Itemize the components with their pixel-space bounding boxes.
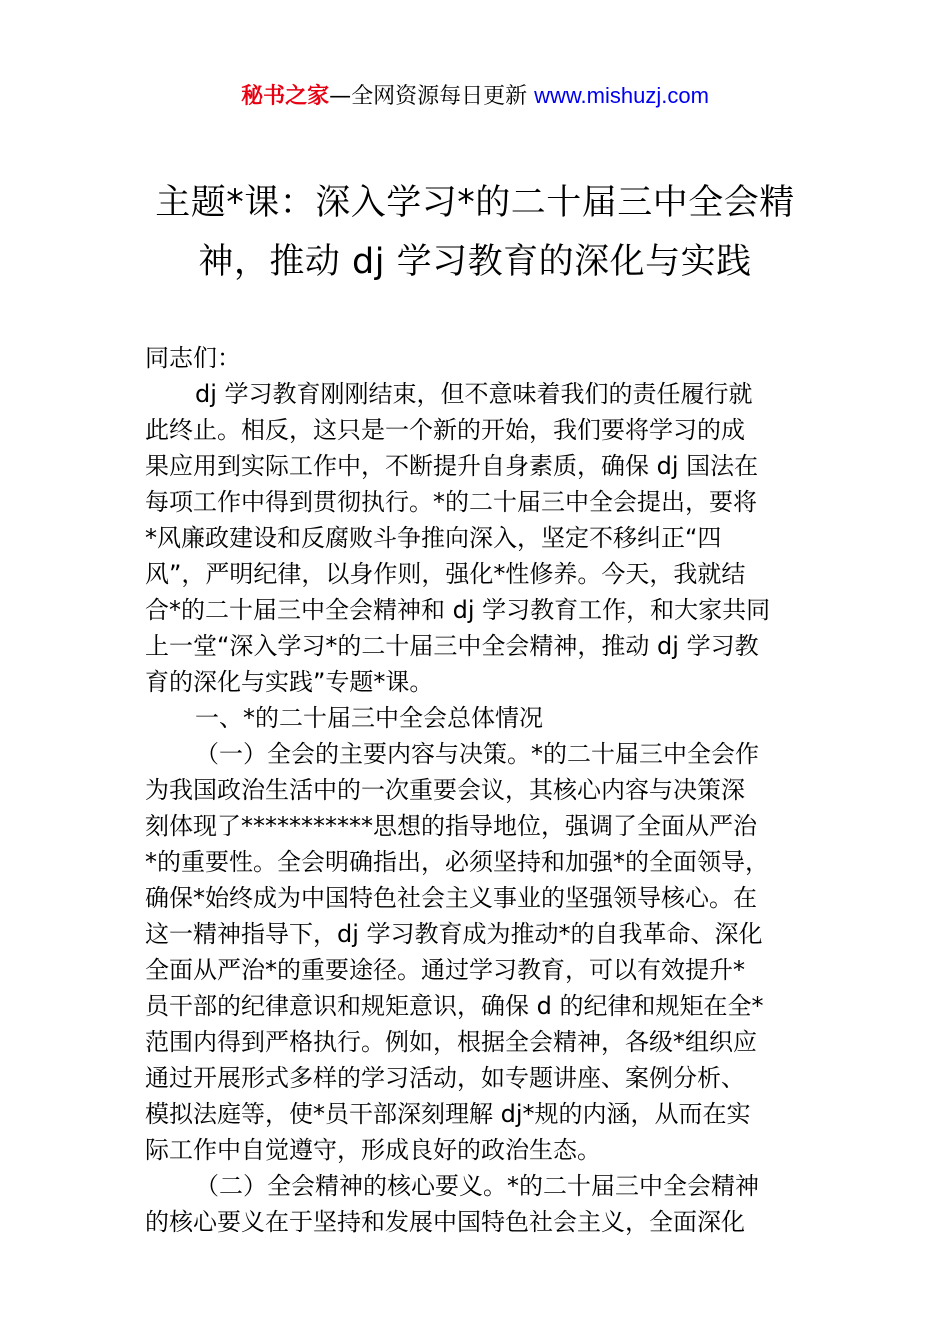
- paragraph-line: 果应用到实际工作中，不断提升自身素质，确保 dj 国法在: [145, 452, 759, 480]
- section-heading: 一、*的二十届三中全会总体情况: [195, 704, 543, 732]
- paragraph-line: 通过开展形式多样的学习活动，如专题讲座、案例分析、: [145, 1064, 745, 1092]
- title-line-2: 神，推动 dj 学习教育的深化与实践: [198, 242, 752, 282]
- paragraph-line: 范围内得到严格执行。例如，根据全会精神，各级*组织应: [145, 1028, 757, 1056]
- slogan: —全网资源每日更新: [329, 84, 528, 109]
- site-header: [0, 80, 950, 113]
- paragraph-line: 此终止。相反，这只是一个新的开始，我们要将学习的成: [145, 416, 745, 444]
- document-title: [120, 174, 830, 292]
- paragraph-line: 际工作中自觉遵守，形成良好的政治生态。: [145, 1136, 601, 1164]
- paragraph-line: 每项工作中得到贯彻执行。*的二十届三中全会提出，要将: [145, 488, 757, 516]
- paragraph-line: （二）全会精神的核心要义。*的二十届三中全会精神: [195, 1172, 759, 1200]
- paragraph-line: 上一堂“深入学习*的二十届三中全会精神，推动 dj 学习教: [145, 632, 759, 660]
- document-body: [145, 340, 825, 1240]
- site-url[interactable]: www.mishuzj.com: [534, 83, 709, 108]
- paragraph-line: 员干部的纪律意识和规矩意识，确保 d 的纪律和规矩在全*: [145, 992, 764, 1020]
- salutation: 同志们：: [145, 344, 241, 372]
- paragraph-line: 这一精神指导下，dj 学习教育成为推动*的自我革命、深化: [145, 920, 763, 948]
- paragraph-line: 模拟法庭等，使*员干部深刻理解 dj*规的内涵，从而在实: [145, 1100, 751, 1128]
- paragraph-line: 确保*始终成为中国特色社会主义事业的坚强领导核心。在: [145, 884, 757, 912]
- paragraph-line: 刻体现了***********思想的指导地位，强调了全面从严治: [145, 812, 757, 840]
- paragraph-line: 的核心要义在于坚持和发展中国特色社会主义，全面深化: [145, 1208, 745, 1236]
- paragraph-line: 为我国政治生活中的一次重要会议，其核心内容与决策深: [145, 776, 745, 804]
- paragraph-line: （一）全会的主要内容与决策。*的二十届三中全会作: [195, 740, 759, 768]
- brand-name: 秘书之家: [241, 84, 330, 109]
- paragraph-line: dj 学习教育刚刚结束，但不意味着我们的责任履行就: [195, 380, 753, 408]
- title-line-1: 主题*课：深入学习*的二十届三中全会精: [155, 183, 795, 223]
- paragraph-line: 育的深化与实践”专题*课。: [145, 668, 434, 696]
- paragraph-line: *风廉政建设和反腐败斗争推向深入，坚定不移纠正“四: [145, 524, 722, 552]
- paragraph-line: 风”，严明纪律，以身作则，强化*性修养。今天，我就结: [145, 560, 746, 588]
- paragraph-line: 全面从严治*的重要途径。通过学习教育，可以有效提升*: [145, 956, 745, 984]
- paragraph-line: *的重要性。全会明确指出，必须坚持和加强*的全面领导，: [145, 848, 769, 876]
- paragraph-line: 合*的二十届三中全会精神和 dj 学习教育工作，和大家共同: [145, 596, 771, 624]
